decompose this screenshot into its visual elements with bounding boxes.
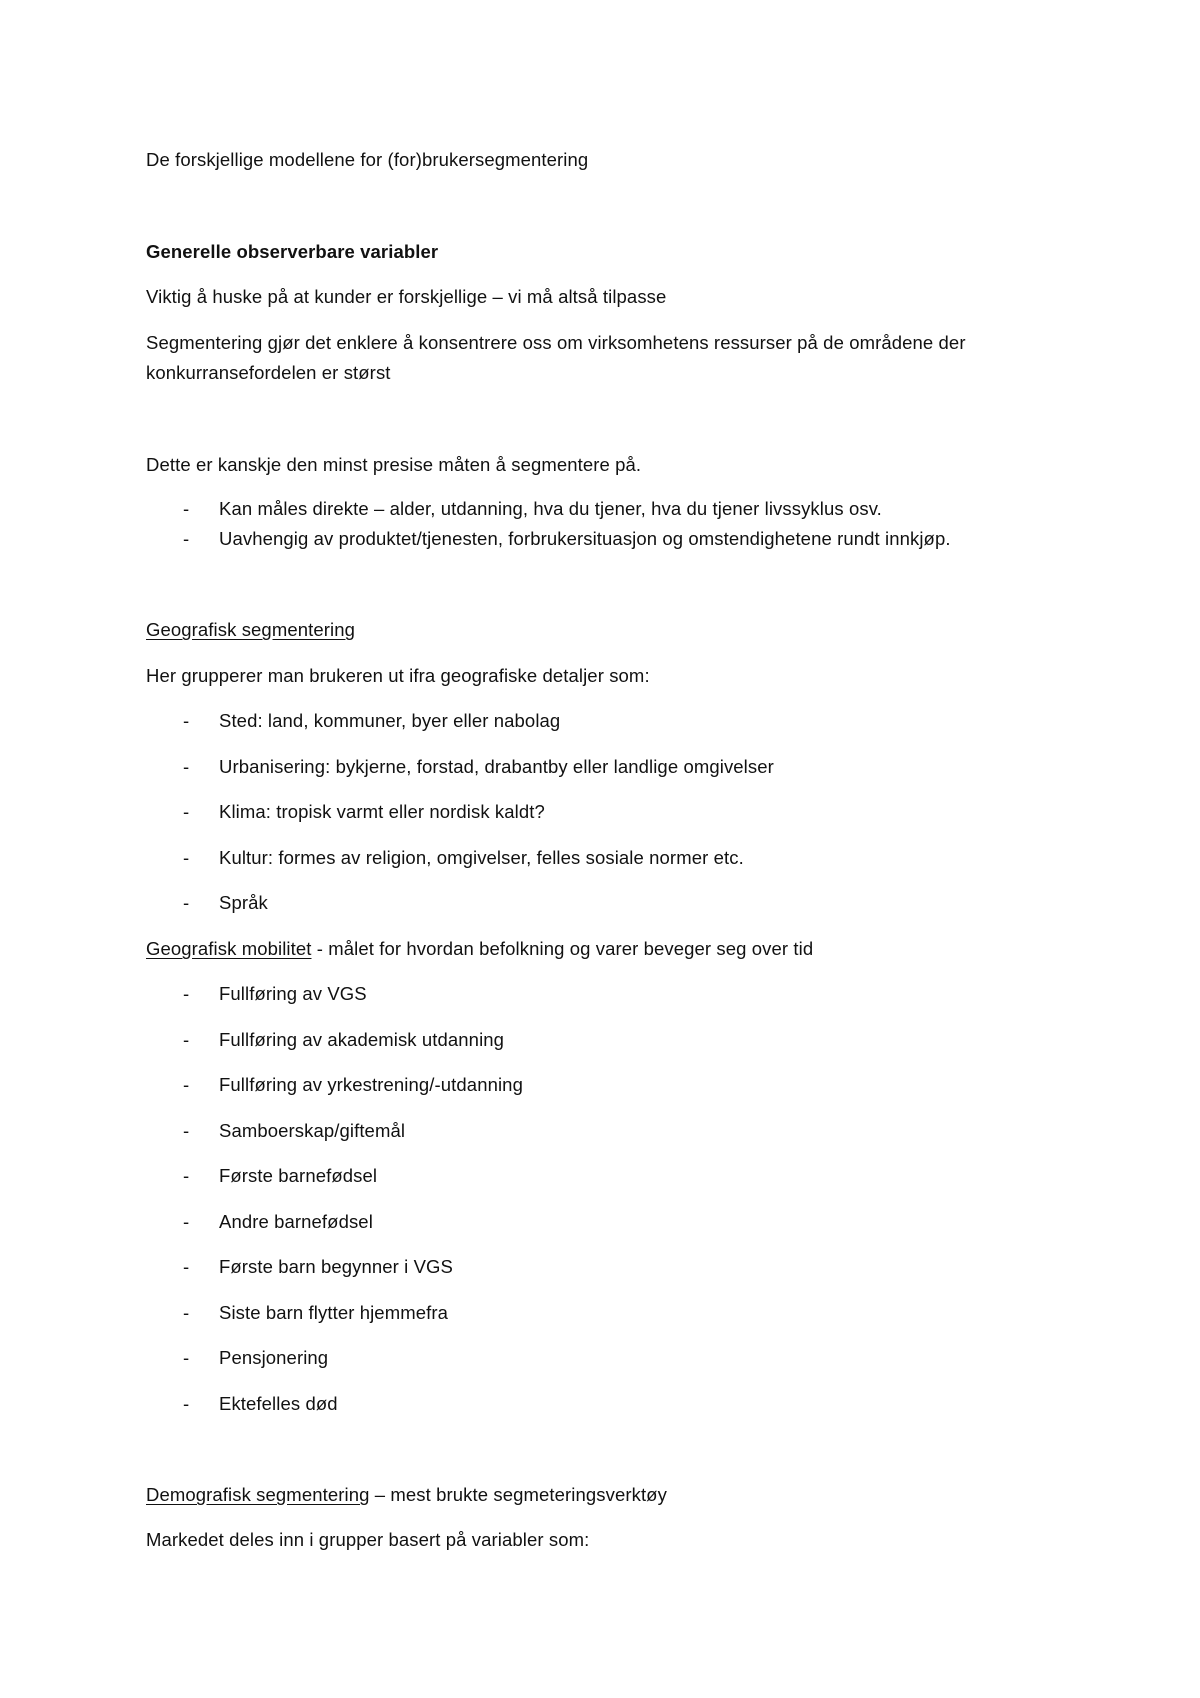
- section-heading-geografisk: Geografisk segmentering: [146, 619, 355, 640]
- bullet-dash: -: [183, 1393, 190, 1414]
- list-item-text: Sted: land, kommuner, byer eller nabolag: [219, 710, 561, 731]
- bullet-dash: -: [183, 1029, 190, 1050]
- bullet-dash: -: [183, 892, 190, 913]
- list-item-text: Pensjonering: [219, 1347, 329, 1368]
- list-item-text: Språk: [219, 892, 268, 913]
- bullet-dash: -: [183, 1211, 190, 1232]
- list-item-text: Urbanisering: bykjerne, forstad, drabantby eller landlige omgivelser: [219, 756, 774, 777]
- list-item-text: Fullføring av VGS: [219, 983, 367, 1004]
- paragraph-demografisk: [146, 1483, 667, 1507]
- demographic-heading-rest: – mest brukte segmeteringsverktøy: [369, 1484, 667, 1505]
- bullet-dash: -: [183, 1302, 190, 1323]
- bullet-dash: -: [183, 1256, 190, 1277]
- bullet-dash: -: [183, 1120, 190, 1141]
- paragraph-segmentering-line2: konkurransefordelen er størst: [146, 362, 391, 383]
- bullet-dash: -: [183, 498, 190, 519]
- bullet-dash: -: [183, 1074, 190, 1095]
- paragraph-markedet: Markedet deles inn i grupper basert på variabler som:: [146, 1529, 590, 1550]
- bullet-dash: -: [183, 1347, 190, 1368]
- bullet-dash: -: [183, 847, 190, 868]
- bullet-dash: -: [183, 528, 190, 549]
- list-item-text: Kan måles direkte – alder, utdanning, hva du tjener, hva du tjener livssyklus osv.: [219, 498, 882, 519]
- paragraph-dette: Dette er kanskje den minst presise måten å segmentere på.: [146, 454, 642, 475]
- list-item-text: Fullføring av akademisk utdanning: [219, 1029, 505, 1050]
- list-item-text: Fullføring av yrkestrening/-utdanning: [219, 1074, 523, 1095]
- list-item-text: Siste barn flytter hjemmefra: [219, 1302, 448, 1323]
- paragraph-her-grupperer: Her grupperer man brukeren ut ifra geografiske detaljer som:: [146, 665, 650, 686]
- list-item-text: Ektefelles død: [219, 1393, 338, 1414]
- bullet-dash: -: [183, 983, 190, 1004]
- bullet-dash: -: [183, 801, 190, 822]
- list-item-text: Første barnefødsel: [219, 1165, 378, 1186]
- paragraph-segmentering-line1: Segmentering gjør det enklere å konsentrere oss om virksomhetens ressurser på de områdene der: [146, 332, 966, 353]
- list-item-text: Første barn begynner i VGS: [219, 1256, 453, 1277]
- list-item-text: Klima: tropisk varmt eller nordisk kaldt?: [219, 801, 545, 822]
- document-title: De forskjellige modellene for (for)brukersegmentering: [146, 149, 589, 170]
- mobility-heading: Geografisk mobilitet: [146, 938, 312, 959]
- list-item-text: Samboerskap/giftemål: [219, 1120, 406, 1141]
- paragraph-viktig: Viktig å huske på at kunder er forskjellige – vi må altså tilpasse: [146, 286, 667, 307]
- section-heading-generelle: Generelle observerbare variabler: [146, 241, 439, 262]
- paragraph-geografisk-mobilitet: [146, 937, 813, 961]
- bullet-dash: -: [183, 756, 190, 777]
- list-item-text: Kultur: formes av religion, omgivelser, felles sosiale normer etc.: [219, 847, 744, 868]
- list-item-text: Andre barnefødsel: [219, 1211, 373, 1232]
- bullet-dash: -: [183, 1165, 190, 1186]
- demographic-heading: Demografisk segmentering: [146, 1484, 370, 1505]
- list-item-text: Uavhengig av produktet/tjenesten, forbrukersituasjon og omstendighetene rundt innkjøp.: [219, 528, 951, 549]
- mobility-heading-rest: - målet for hvordan befolkning og varer beveger seg over tid: [311, 938, 814, 959]
- bullet-dash: -: [183, 710, 190, 731]
